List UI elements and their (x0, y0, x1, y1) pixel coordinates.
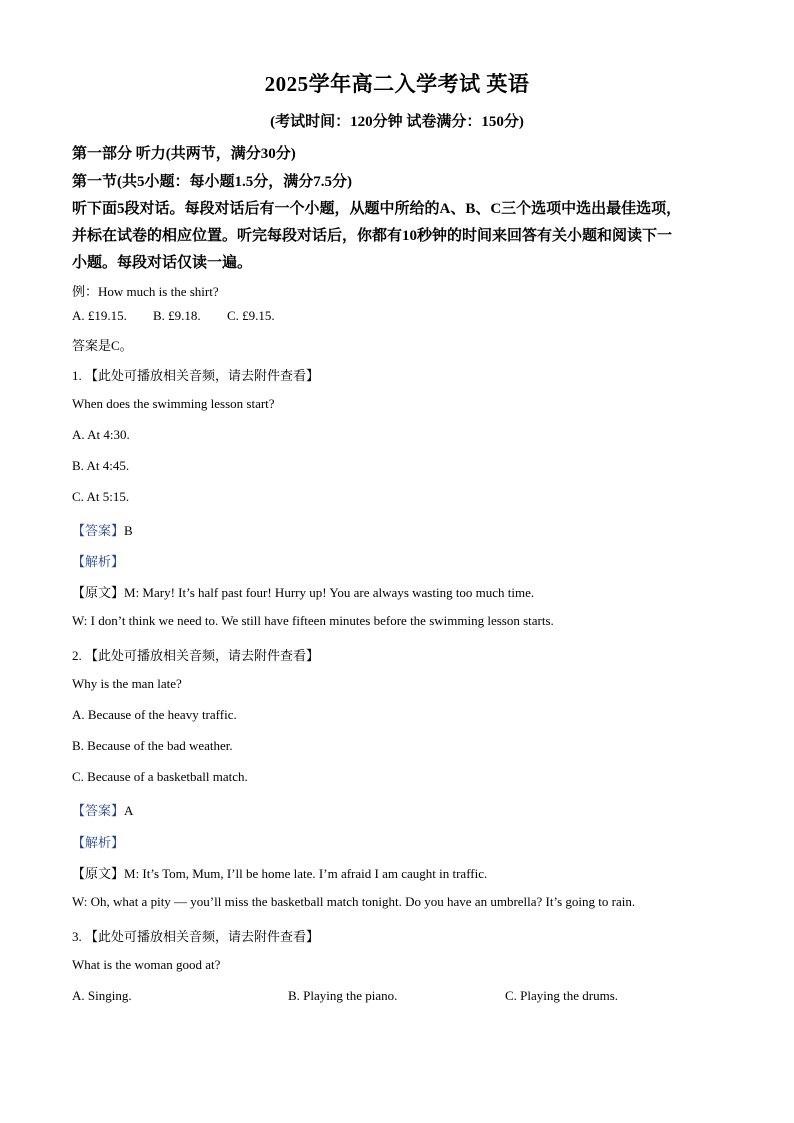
audio-note: 【此处可播放相关音频，请去附件查看】 (85, 648, 320, 663)
audio-note: 【此处可播放相关音频，请去附件查看】 (85, 929, 320, 944)
answer-label: 【答案】 (72, 523, 125, 538)
question-2-option-c: C. Because of a basketball match. (72, 769, 248, 784)
question-3-option-b: B. Playing the piano. (288, 988, 398, 1003)
question-1-option-b: B. At 4:45. (72, 458, 130, 473)
question-1-analysis-label: 【解析】 (72, 554, 125, 569)
answer-label: 【答案】 (72, 803, 125, 818)
question-2-script-line-1 (72, 863, 487, 882)
question-2-option-b: B. Because of the bad weather. (72, 738, 233, 753)
section-heading: 第一节(共5小题：每小题1.5分，满分7.5分) (72, 174, 352, 190)
question-1-header (72, 365, 319, 384)
question-number: 3. (72, 929, 82, 944)
question-1-script-line-1 (72, 582, 534, 601)
question-3-option-a: A. Singing. (72, 988, 132, 1003)
question-2-analysis-label: 【解析】 (72, 835, 125, 850)
page-title: 2025学年高二入学考试 英语 (264, 72, 530, 96)
question-3-text: What is the woman good at? (72, 957, 221, 972)
question-3-option-c: C. Playing the drums. (505, 988, 619, 1003)
question-2-option-a: A. Because of the heavy traffic. (72, 707, 237, 722)
question-1-option-a: A. At 4:30. (72, 427, 130, 442)
answer-value: A (124, 803, 134, 818)
example-option-a: A. £19.15. (72, 308, 127, 323)
question-number: 1. (72, 368, 82, 383)
question-2-header (72, 645, 319, 664)
instruction-line-3: 小题。每段对话仅读一遍。 (72, 255, 253, 271)
script-text: M: Mary! It’s half past four! Hurry up! You are always wasting too much time. (124, 585, 535, 600)
example-question: 例：How much is the shirt? (72, 284, 219, 299)
instruction-line-1: 听下面5段对话。每段对话后有一个小题，从题中所给的A、B、C三个选项中选出最佳选项， (72, 201, 682, 217)
answer-value: B (124, 523, 133, 538)
example-option-c: C. £9.15. (227, 308, 275, 323)
question-1-answer (72, 520, 133, 539)
question-3-header (72, 926, 319, 945)
audio-note: 【此处可播放相关音频，请去附件查看】 (85, 368, 320, 383)
question-2-answer (72, 800, 133, 819)
exam-time-note: (考试时间：120分钟 试卷满分：150分) (270, 114, 524, 130)
question-2-text: Why is the man late? (72, 676, 182, 691)
script-label: 【原文】 (72, 866, 125, 881)
question-1-option-c: C. At 5:15. (72, 489, 130, 504)
script-text: M: It’s Tom, Mum, I’ll be home late. I’m afraid I am caught in traffic. (124, 866, 488, 881)
part-heading: 第一部分 听力(共两节，满分30分) (72, 146, 296, 162)
instruction-line-2: 并标在试卷的相应位置。听完每段对话后，你都有10秒钟的时间来回答有关小题和阅读下一 (72, 228, 673, 244)
question-number: 2. (72, 648, 82, 663)
script-label: 【原文】 (72, 585, 125, 600)
example-answer: 答案是C。 (72, 338, 133, 353)
question-1-script-line-2: W: I don’t think we need to. We still have fifteen minutes before the swimming lesson starts. (72, 613, 554, 628)
question-2-script-line-2: W: Oh, what a pity — you’ll miss the basketball match tonight. Do you have an umbrella? It’s going to rain. (72, 894, 636, 909)
example-option-b: B. £9.18. (153, 308, 201, 323)
question-1-text: When does the swimming lesson start? (72, 396, 275, 411)
